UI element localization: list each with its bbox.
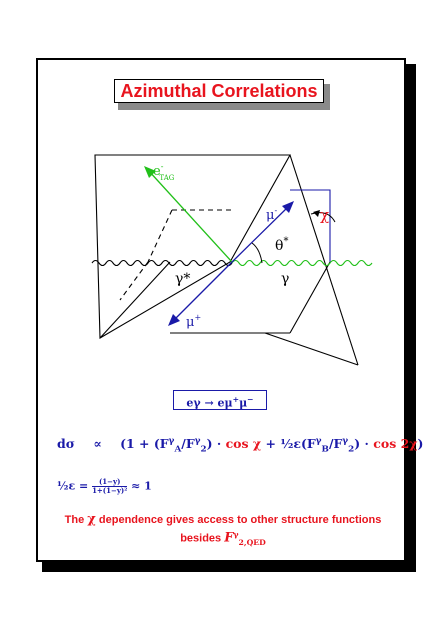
open-term: (1 + (F <box>120 436 169 452</box>
eps-term: ε(F <box>293 436 316 452</box>
end-term: ) <box>417 436 424 452</box>
dsigma: dσ <box>57 436 75 452</box>
caption-f-sub: 2,QED <box>238 537 266 547</box>
plane-edge-lower <box>100 333 170 338</box>
caption-text-b: dependence gives access to other structure functions <box>95 514 382 526</box>
theta-label: θ* <box>275 236 289 254</box>
close-term-2: ) · <box>354 436 374 452</box>
dashed-edge <box>148 210 172 262</box>
eps-half: ½ <box>57 479 69 493</box>
process-lhs: eγ → eμ <box>186 396 233 410</box>
e-tag-label: e-TAG <box>153 162 175 182</box>
eps-approx: ≈ 1 <box>127 479 152 493</box>
chi-label: χ <box>320 206 330 224</box>
f2b-sub: 2 <box>348 444 355 455</box>
gamma-star-label: γ* <box>175 271 191 287</box>
muon-plane-edge <box>290 190 330 262</box>
caption-f: F <box>224 530 234 546</box>
caption-text-a: The <box>64 514 88 526</box>
virtual-photon-line <box>92 261 232 266</box>
f2-sup: γ <box>194 436 201 446</box>
caption-line-2 <box>60 530 386 547</box>
cos-2chi-term: cos 2χ <box>373 436 418 452</box>
process-formula <box>173 390 267 410</box>
mu-plus-label: μ+ <box>186 313 202 330</box>
dashed-edge <box>120 262 148 300</box>
caption-f-sup: γ <box>233 530 239 539</box>
mu-minus-label: μ- <box>266 206 278 223</box>
slash-term: /F <box>181 436 195 452</box>
theta-arc <box>252 243 262 263</box>
fb-sup: γ <box>315 436 322 446</box>
eps-denominator: 1+(1−y)² <box>92 486 128 495</box>
gamma-label: γ <box>281 271 290 287</box>
cos-chi-term: cos χ <box>225 436 262 452</box>
eps-fraction <box>92 478 127 495</box>
f2b-sup: γ <box>342 436 349 446</box>
process-sup1: + <box>232 395 240 404</box>
plane-edge <box>290 262 330 333</box>
half-term: ½ <box>280 436 294 452</box>
fb-sub: B <box>321 444 329 455</box>
cross-section-formula <box>57 436 423 455</box>
plus-term: + <box>261 436 281 452</box>
fa-sub: A <box>174 444 182 455</box>
eps-numerator: (1−y) <box>92 478 127 487</box>
slash-term-2: /F <box>328 436 343 452</box>
plane-edge <box>265 333 358 365</box>
plane-edge <box>100 262 170 338</box>
real-photon-line <box>232 261 372 266</box>
f2-sub: 2 <box>200 444 207 455</box>
tagged-electron-arrow <box>148 170 232 262</box>
caption-line-1 <box>60 512 386 527</box>
caption-chi: χ <box>87 512 96 527</box>
proportional-symbol: ∝ <box>93 436 102 452</box>
fa-sup: γ <box>168 436 175 446</box>
epsilon-definition <box>57 478 152 495</box>
process-mid: μ <box>239 396 248 410</box>
eps-symbol: ε = <box>68 479 93 493</box>
process-sup2: − <box>247 395 254 404</box>
caption-besides: besides <box>180 532 225 545</box>
lepton-plane <box>95 155 290 338</box>
slide-title-text: Azimuthal Correlations <box>120 81 318 101</box>
close-term-1: ) · <box>206 436 226 452</box>
